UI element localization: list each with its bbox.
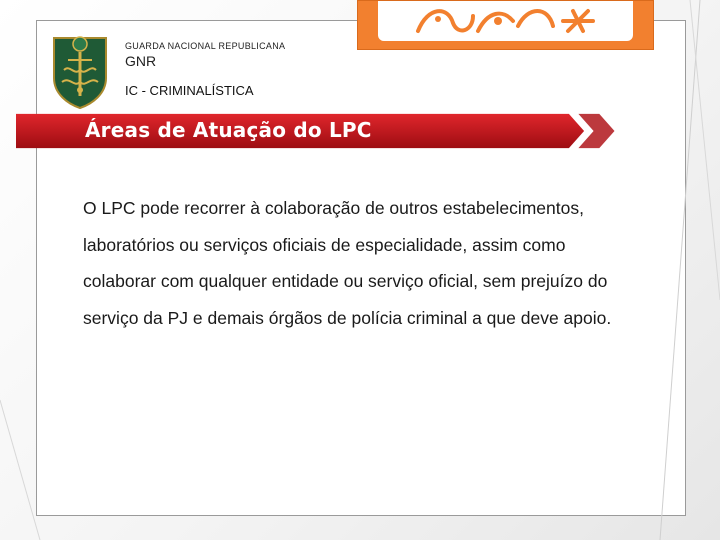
body-paragraph: O LPC pode recorrer à colaboração de outros estabelecimentos, laboratórios ou serviços oficiais de especialidade, assim como colaborar com qualquer entidade ou serviço oficial, sem prejuízo do serviço da PJ e demais órgãos de polícia criminal a que deve apoio. [83, 198, 612, 328]
ornament-icon [378, 1, 633, 41]
org-short-name: GNR [125, 53, 157, 69]
gnr-emblem [48, 30, 112, 110]
department-name: IC - CRIMINALÍSTICA [125, 83, 254, 98]
gnr-emblem-icon [48, 30, 112, 110]
top-banner [357, 0, 654, 50]
banner-ornament-panel [378, 1, 633, 41]
page-title: Áreas de Atuação do LPC [85, 118, 372, 142]
org-full-name: GUARDA NACIONAL REPUBLICANA [125, 41, 286, 51]
